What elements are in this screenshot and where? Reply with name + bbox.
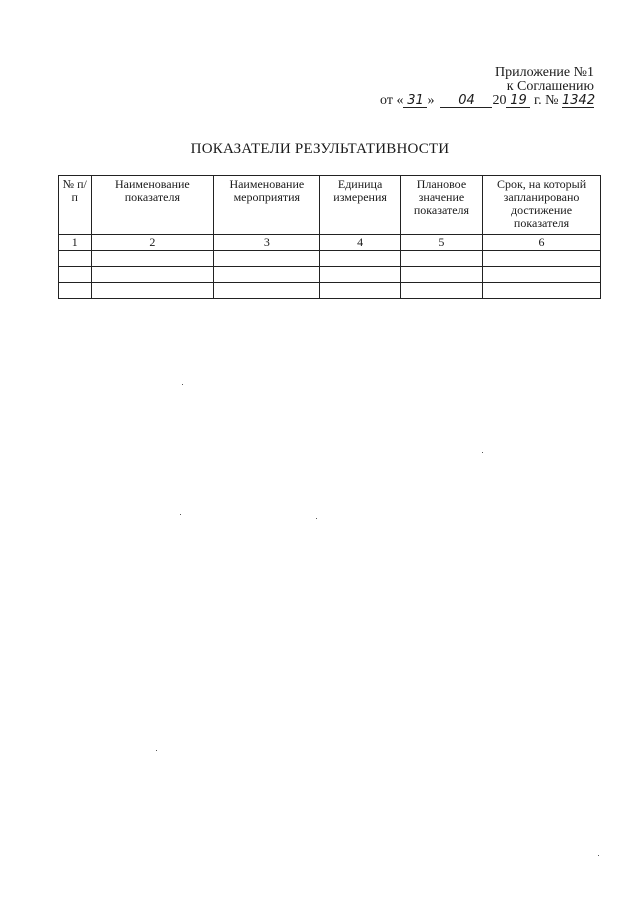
table-cell [320, 267, 400, 283]
table-cell [59, 267, 92, 283]
appendix-title: Приложение №1 [495, 65, 594, 80]
date-from-label: от « [380, 93, 404, 108]
column-number-cell: 3 [214, 235, 320, 251]
table-header-row [59, 176, 601, 235]
table-row [59, 267, 601, 283]
table-cell [400, 267, 482, 283]
table-cell [483, 267, 601, 283]
table-cell [91, 283, 214, 299]
table-cell [400, 251, 482, 267]
table-cell [483, 251, 601, 267]
header-indicator-name: Наименование показателя [91, 176, 214, 235]
indicators-table [58, 175, 601, 299]
table-cell [320, 283, 400, 299]
column-number-cell: 4 [320, 235, 400, 251]
header-event-name: Наименование мероприятия [214, 176, 320, 235]
scan-speck [598, 855, 599, 856]
scan-speck [316, 518, 317, 519]
table-row [59, 283, 601, 299]
column-number-cell: 2 [91, 235, 214, 251]
table-cell [214, 267, 320, 283]
agreement-number: 1342 [562, 93, 596, 108]
column-number-cell: 1 [59, 235, 92, 251]
scan-speck [180, 514, 181, 515]
table-cell [320, 251, 400, 267]
header-planned-value: Плановое значение показателя [400, 176, 482, 235]
date-day: 31 [403, 94, 427, 108]
table-cell [214, 283, 320, 299]
appendix-agreement: к Соглашению [506, 79, 594, 94]
column-number-row [59, 235, 601, 251]
date-quote-close: » [427, 93, 435, 108]
date-year-prefix: 20 [492, 93, 507, 108]
header-unit: Единица измерения [320, 176, 400, 235]
table-row [59, 251, 601, 267]
table-cell [59, 283, 92, 299]
table-cell [400, 283, 482, 299]
table-cell [91, 251, 214, 267]
table-cell [214, 251, 320, 267]
scan-speck [182, 384, 183, 385]
appendix-date-line [380, 94, 594, 108]
header-deadline: Срок, на который запланировано достижение показателя [483, 176, 601, 235]
date-month: 04 [440, 94, 492, 108]
header-number: № п/п [59, 176, 92, 235]
scan-speck [156, 750, 157, 751]
year-number-label: г. № [533, 93, 559, 108]
page-title: ПОКАЗАТЕЛИ РЕЗУЛЬТАТИВНОСТИ [190, 141, 450, 157]
column-number-cell: 5 [400, 235, 482, 251]
table-cell [483, 283, 601, 299]
table-cell [59, 251, 92, 267]
column-number-cell: 6 [483, 235, 601, 251]
table-cell [91, 267, 214, 283]
scan-speck [482, 452, 483, 453]
appendix-block [380, 66, 594, 108]
date-year-suffix: 19 [506, 94, 530, 108]
